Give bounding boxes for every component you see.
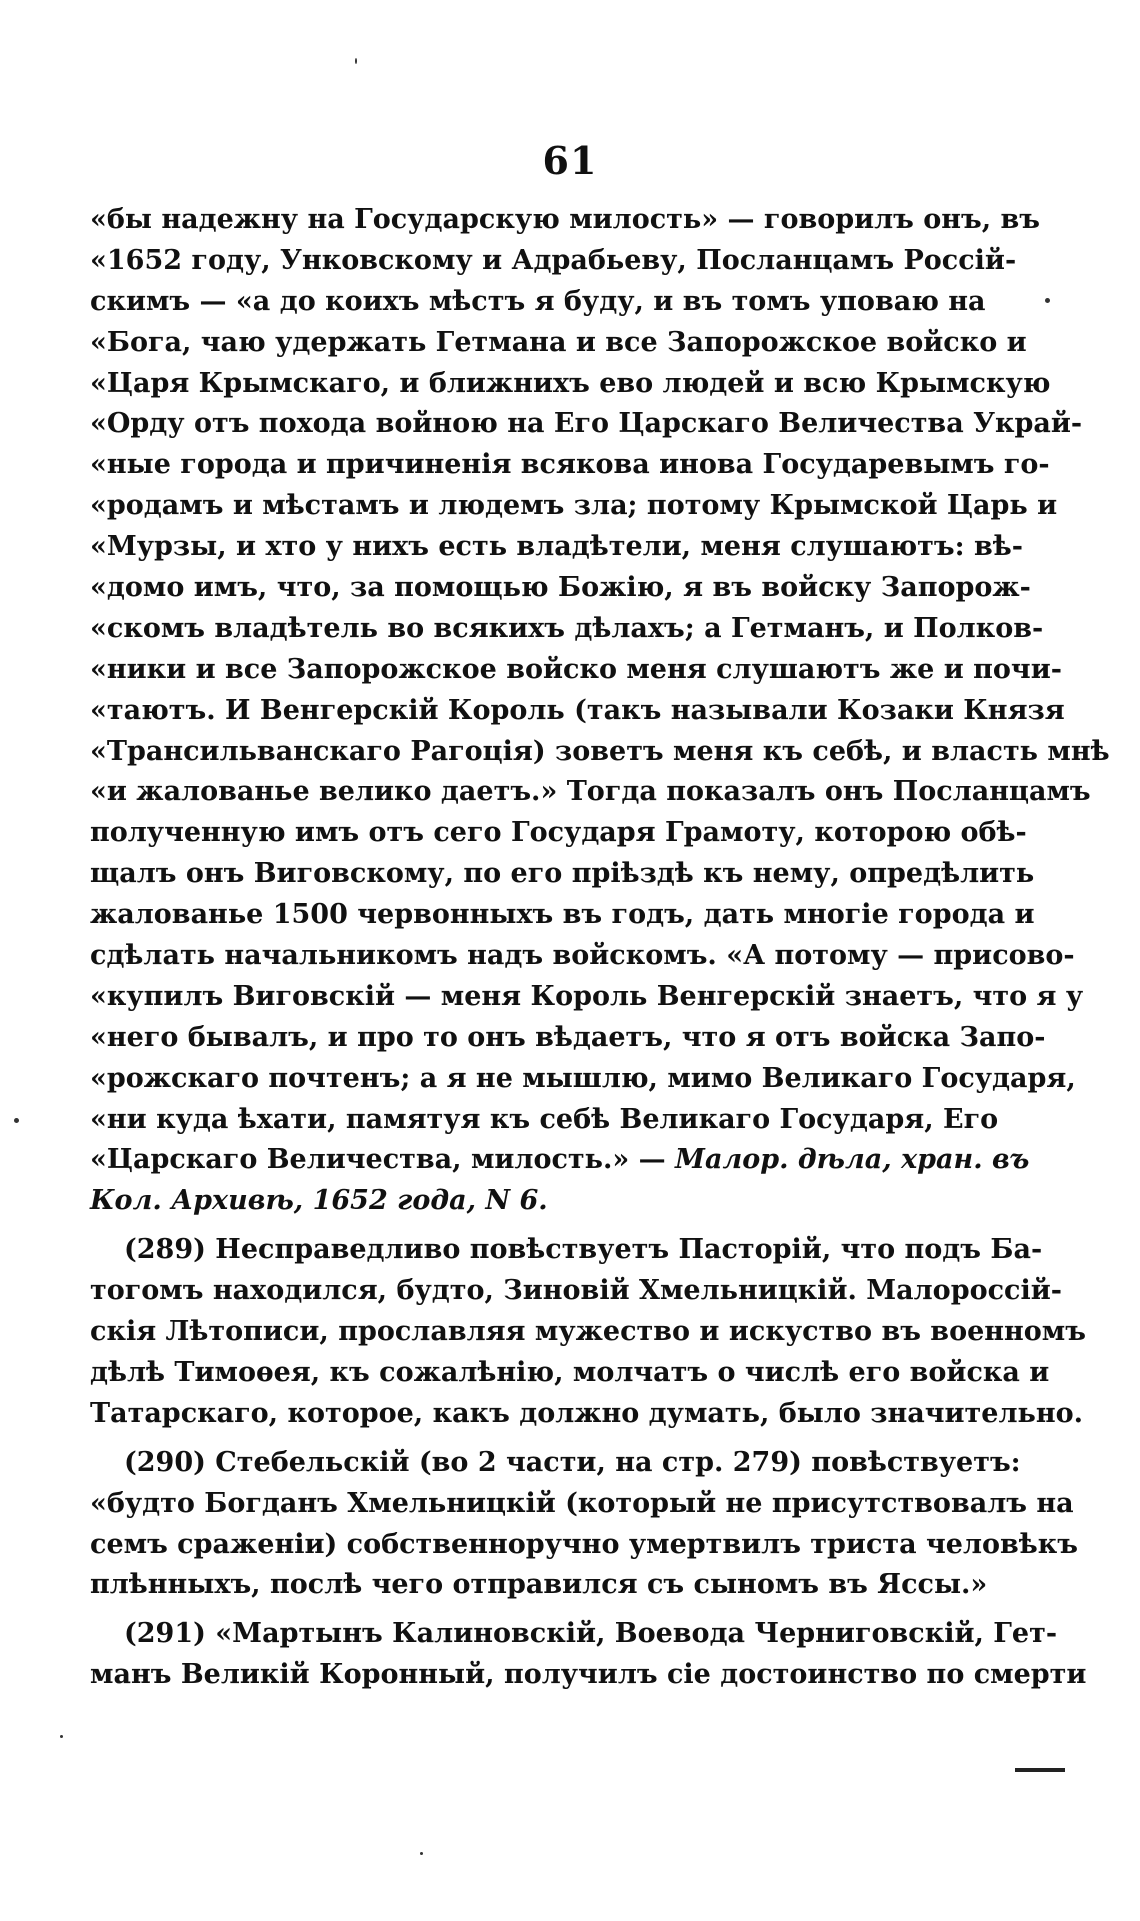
body-text [90, 200, 1110, 1696]
text-line: «него бывалъ, и про то онъ вѣдаетъ, что я отъ войска Запо- [90, 1021, 1046, 1053]
text-line: манъ Великій Коронный, получилъ сіе достоинство по смерти [90, 1659, 1087, 1691]
note-291-first-line: (291) «Мартынъ Калиновскій, Воевода Черниговскій, Гет- [124, 1618, 1058, 1650]
text-line: «ные города и причиненія всякова инова Государевымъ го- [90, 449, 1050, 481]
citation-archive: Кол. Архивѣ, 1652 года, N 6. [90, 1185, 548, 1217]
note-290-first-line: (290) Стебельскій (во 2 части, на стр. 279) повѣствуетъ: [124, 1446, 1021, 1478]
quote-end: «Царскаго Величества, милость.» — [90, 1144, 666, 1176]
text-line: «купилъ Виговскій — меня Король Венгерскій знаетъ, что я у [90, 980, 1084, 1012]
text-line: скимъ — «а до коихъ мѣстъ я буду, и въ томъ уповаю на [90, 285, 986, 317]
text-line: «скомъ владѣтель во всякихъ дѣлахъ; а Гетманъ, и Полков- [90, 612, 1044, 644]
text-line: жалованье 1500 червонныхъ въ годъ, дать многіе города и [90, 899, 1035, 931]
text-line: «Мурзы, и хто у нихъ есть владѣтели, меня слушаютъ: вѣ- [90, 531, 1023, 563]
text-line: полученную имъ отъ сего Государя Грамоту, которою обѣ- [90, 817, 1027, 849]
note-289-first-line: (289) Несправедливо повѣствуетъ Пасторій, что подъ Ба- [124, 1234, 1043, 1266]
text-line: «домо имъ, что, за помощью Божію, я въ войску Запорож- [90, 572, 1031, 604]
text-line: скія Лѣтописи, прославляя мужество и искуство въ военномъ [90, 1316, 1086, 1348]
text-line: «родамъ и мѣстамъ и людемъ зла; потому Крымской Царь и [90, 490, 1058, 522]
text-line-with-citation [90, 1140, 1030, 1181]
page-number: 61 [542, 138, 598, 183]
text-line: «будто Богданъ Хмельницкій (который не присутствовалъ на [90, 1487, 1074, 1519]
scan-speck [1045, 298, 1050, 303]
margin-dash [1015, 1768, 1065, 1772]
text-line: тогомъ находился, будто, Зиновій Хмельницкій. Малороссій- [90, 1275, 1062, 1307]
text-line: «Орду отъ похода войною на Его Царскаго Величества Украй- [90, 408, 1083, 440]
text-line: «рожскаго почтенъ; а я не мышлю, мимо Великаго Государя, [90, 1062, 1076, 1094]
text-line: плѣнныхъ, послѣ чего отправился съ сыномъ въ Яссы.» [90, 1569, 988, 1601]
text-line: «ники и все Запорожское войско меня слушаютъ же и почи- [90, 653, 1062, 685]
text-line: «таютъ. И Венгерскій Король (такъ называли Козаки Князя [90, 694, 1065, 726]
text-line: сдѣлать начальникомъ надъ войскомъ. «А потому — присово- [90, 940, 1075, 972]
citation-source: Малор. дѣла, хран. въ [665, 1144, 1030, 1176]
scan-speck [14, 1118, 19, 1123]
text-line: дѣлѣ Тимоѳея, къ сожалѣнію, молчатъ о числѣ его войска и [90, 1356, 1050, 1388]
text-line: «ни куда ѣхати, памятуя къ себѣ Великаго Государя, Его [90, 1103, 999, 1135]
text-line: Татарскаго, которое, какъ должно думать, было значительно. [90, 1397, 1083, 1429]
text-line: «и жалованье велико даетъ.» Тогда показалъ онъ Посланцамъ [90, 776, 1091, 808]
text-line: «1652 году, Унковскому и Адрабьеву, Посланцамъ Россій- [90, 244, 1017, 276]
text-line: семъ сраженіи) собственноручно умертвилъ триста человѣкъ [90, 1528, 1078, 1560]
scan-speck [355, 58, 357, 64]
text-line: щалъ онъ Виговскому, по его пріѣздѣ къ нему, опредѣлить [90, 858, 1035, 890]
text-line: «Трансильванскаго Рагоція) зоветъ меня къ себѣ, и власть мнѣ [90, 735, 1110, 767]
scan-speck [420, 1852, 423, 1855]
text-line: «бы надежну на Государскую милость» — говорилъ онъ, въ [90, 204, 1041, 235]
text-line: «Царя Крымскаго, и ближнихъ ево людей и всю Крымскую [90, 367, 1051, 399]
scan-speck [60, 1735, 63, 1738]
text-line: «Бога, чаю удержать Гетмана и все Запорожское войско и [90, 326, 1027, 358]
